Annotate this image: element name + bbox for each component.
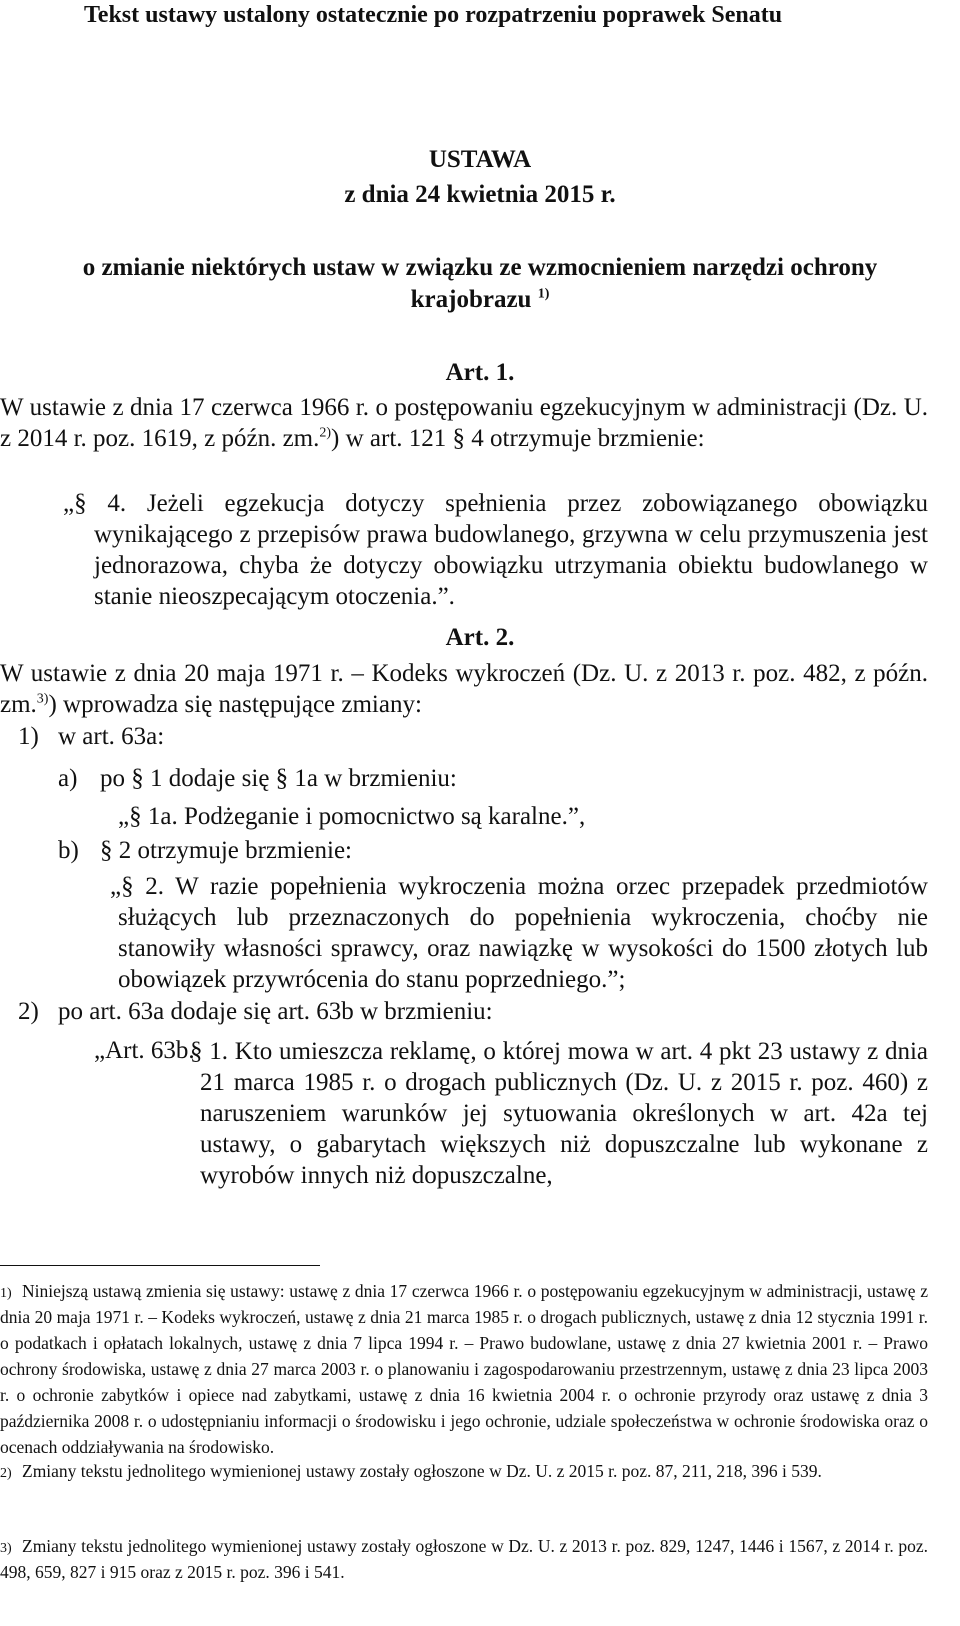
act-date: z dnia 24 kwietnia 2015 r.: [344, 181, 616, 208]
act-type: USTAWA: [428, 146, 532, 173]
art1-intro: W ustawie z dnia 17 czerwca 1966 r. o postępowaniu egzekucyjnym w administracji (Dz. U. z 2014 r. poz. 1619, z późn. zm.$^{2)}$) w art. 121 § 4 otrzymuje brzmienie:: [0, 394, 928, 452]
letter-a-quote: „§ 1a. Podżeganie i pomocnictwo są karalne.”,: [118, 803, 586, 830]
document-header: Tekst ustawy ustalony ostatecznie po rozpatrzeniu poprawek Senatu: [84, 2, 783, 28]
footnote-2-text: Zmiany tekstu jednolitego wymienionej ustawy zostały ogłoszone w Dz. U. z 2015 r. poz. 87, 211, 218, 396 i 539.: [22, 1461, 822, 1481]
footnote-2-number: 2): [0, 1466, 12, 1482]
letter-b-text: § 2 otrzymuje brzmienie:: [100, 837, 353, 864]
footnote-separator: [0, 1265, 320, 1266]
footnote-1-number: 1): [0, 1286, 12, 1302]
letter-b-number: b): [58, 837, 79, 864]
art2-heading: Art. 2.: [445, 624, 515, 651]
act-title-line1: o zmianie niektórych ustaw w związku ze wzmocnieniem narzędzi ochrony: [82, 254, 878, 281]
art2-intro: W ustawie z dnia 20 maja 1971 r. – Kodeks wykroczeń (Dz. U. z 2013 r. poz. 482, z późn. zm.$^{3)}$) wprowadza się następujące zmiany:: [0, 660, 928, 718]
point-2-text: po art. 63a dodaje się art. 63b w brzmieniu:: [58, 998, 493, 1025]
footnote-ref-1: 1): [537, 286, 550, 302]
art1-heading: Art. 1.: [445, 359, 515, 386]
art63b-text: § 1. Kto umieszcza reklamę, o której mowa w art. 4 pkt 23 ustawy z dnia 21 marca 1985 r. o drogach publicznych (Dz. U. z 2015 r. poz. 460) z naruszeniem warunków jej sytuowania określonych w art. 42a tej ustawy, o gabarytach większych niż dopuszczalne lub wykonane z wyrobów innych niż dopuszczalne,: [190, 1038, 928, 1189]
act-title-line2: krajobrazu $^{1)}$: [410, 286, 550, 313]
letter-a-number: a): [58, 765, 78, 792]
letter-b-quote: „§ 2. W razie popełnienia wykroczenia można orzec przepadek przedmiotów służących lub przeznaczonych do popełnienia wykroczenia, choćby nie stanowiły własności sprawcy, oraz nawiązkę w wysokości do 1500 złotych lub obowiązek przywrócenia do stanu poprzedniego.”;: [110, 873, 928, 993]
footnote-1-text: Niniejszą ustawą zmienia się ustawy: ustawę z dnia 17 czerwca 1966 r. o postępowaniu egzekucyjnym w administracji, ustawę z dnia 20 maja 1971 r. – Kodeks wykroczeń, ustawę z dnia 21 marca 1985 r. o drogach publicznych, ustawę z dnia 12 stycznia 1991 r. o podatkach i opłatach lokalnych, ustawę z dnia 7 lipca 1994 r. – Prawo budowlane, ustawę z dnia 27 kwietnia 2001 r. – Prawo ochrony środowiska, ustawę z dnia 27 marca 2003 r. o planowaniu i zagospodarowaniu przestrzennym, ustawę z dnia 23 lipca 2003 r. o ochronie zabytków i opiece nad zabytkami, ustawę z dnia 16 kwietnia 2004 r. o ochronie przyrody oraz ustawę z dnia 3 października 2008 r. o udostępnianiu informacji o środowisku i jego ochronie, udziale społeczeństwa w ochronie środowiska oraz o ocenach oddziaływania na środowisko.: [0, 1281, 928, 1457]
footnote-3-number: 3): [0, 1541, 12, 1557]
point-1-number: 1): [18, 723, 39, 750]
footnote-ref-2: 2): [319, 425, 332, 441]
letter-a-text: po § 1 dodaje się § 1a w brzmieniu:: [100, 765, 457, 792]
point-2-number: 2): [18, 998, 39, 1025]
footnote-3-text: Zmiany tekstu jednolitego wymienionej ustawy zostały ogłoszone w Dz. U. z 2013 r. poz. 829, 1247, 1446 i 1567, z 2014 r. poz. 498, 659, 827 i 915 oraz z 2015 r. poz. 396 i 541.: [0, 1536, 928, 1582]
point-1-text: w art. 63a:: [58, 723, 165, 750]
footnote-ref-3: 3): [36, 691, 49, 707]
art1-quote: „§ 4. Jeżeli egzekucja dotyczy spełnienia przez zobowiązanego obowiązku wynikającego z przepisów prawa budowlanego, grzywna w celu przymuszenia jest jednorazowa, chyba że dotyczy obowiązku utrzymania obiektu budowlanego w stanie nieoszpecającym otoczenia.”.: [63, 490, 928, 610]
art63b-lead: „Art. 63b.: [94, 1037, 195, 1064]
